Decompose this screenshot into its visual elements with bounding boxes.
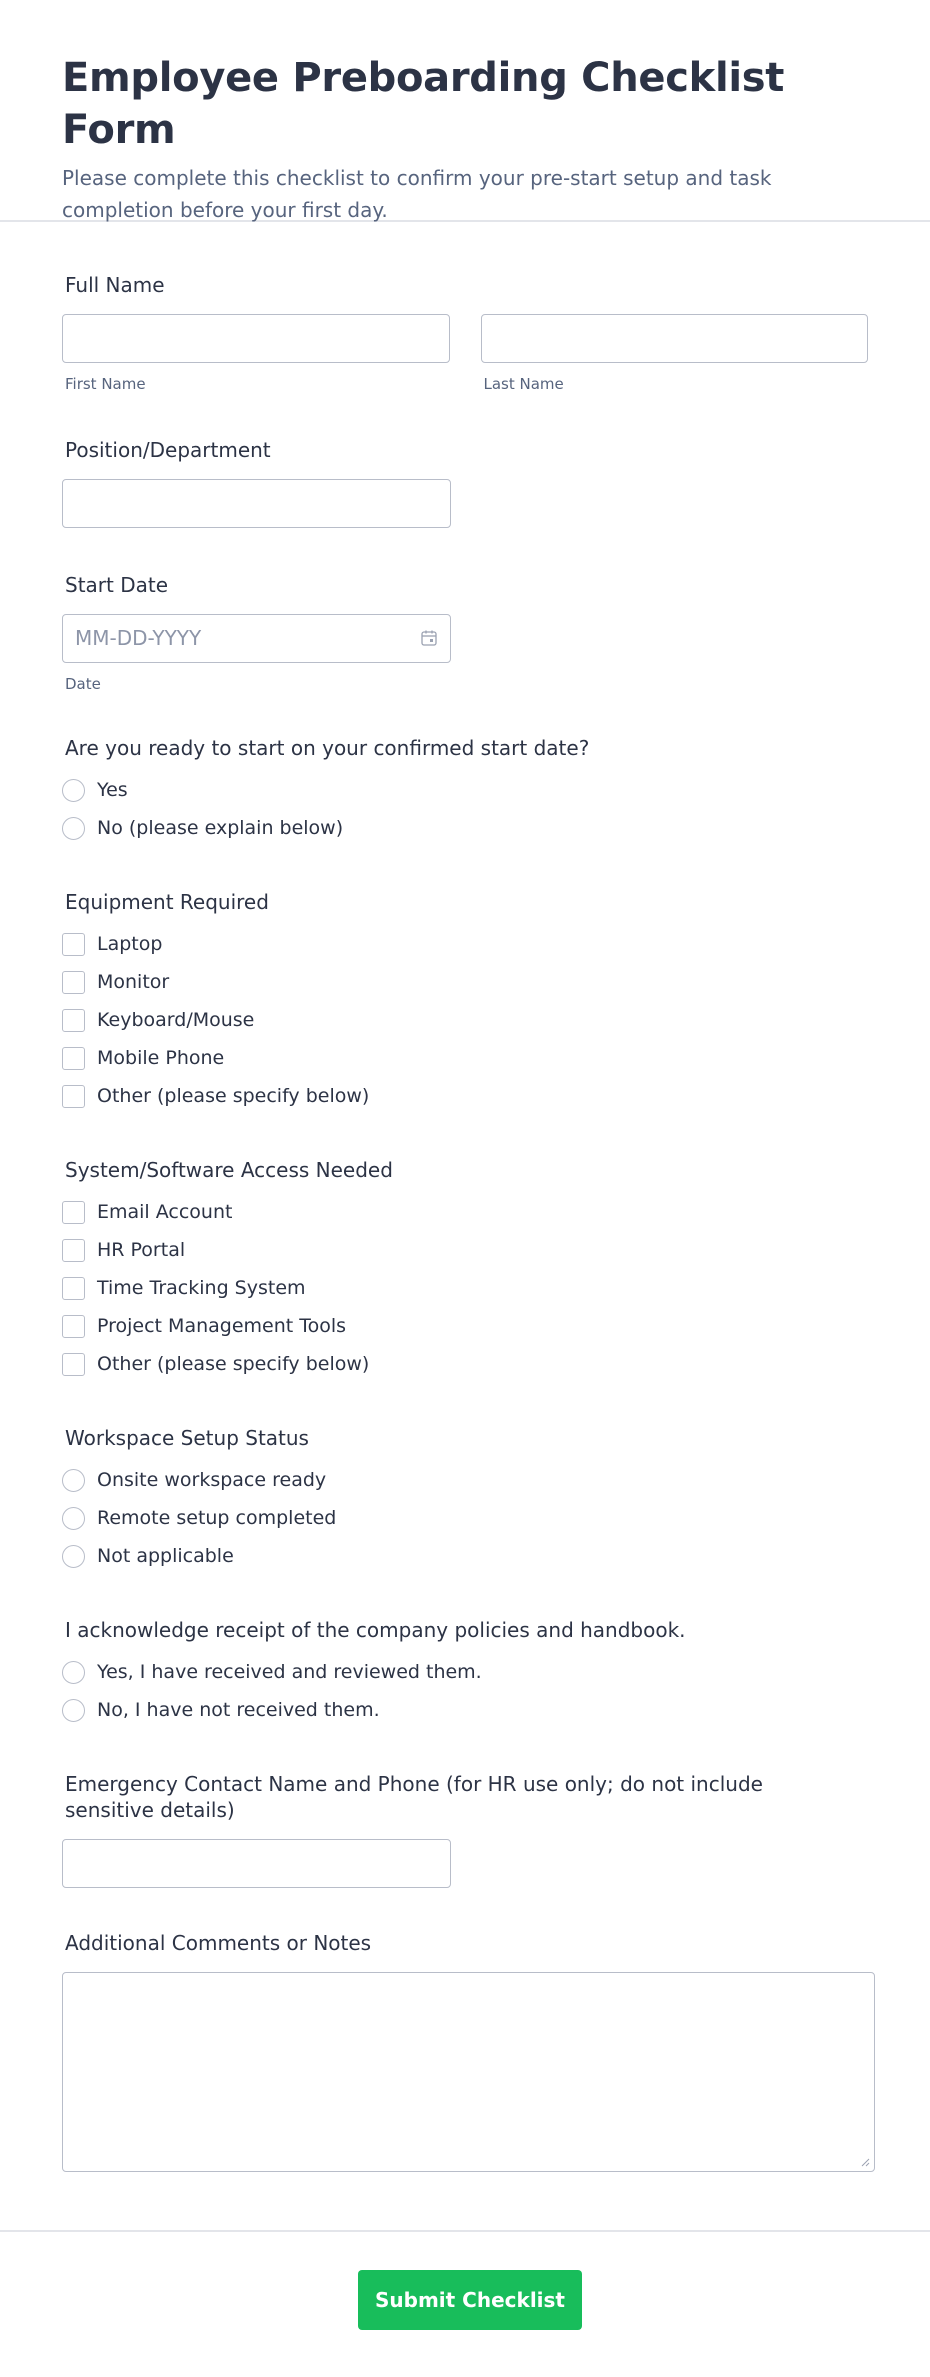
option-label: Other (please specify below) — [97, 1085, 370, 1107]
start-date-placeholder: MM-DD-YYYY — [75, 626, 202, 650]
workspace-option-onsite[interactable] — [62, 1461, 868, 1499]
workspace-option-remote[interactable] — [62, 1499, 868, 1537]
radio-button[interactable] — [62, 1661, 85, 1684]
software-option-pm[interactable] — [62, 1307, 868, 1345]
calendar-icon[interactable] — [420, 629, 438, 647]
form-footer — [0, 2230, 930, 2377]
option-label: Laptop — [97, 933, 163, 955]
checkbox[interactable] — [62, 933, 85, 956]
policies-option-yes[interactable] — [62, 1653, 868, 1691]
software-label: System/Software Access Needed — [65, 1158, 393, 1182]
equipment-option-keyboard[interactable] — [62, 1001, 868, 1039]
equipment-option-other[interactable] — [62, 1077, 868, 1115]
checkbox[interactable] — [62, 1201, 85, 1224]
checkbox[interactable] — [62, 971, 85, 994]
full-name-field — [62, 272, 868, 393]
radio-button[interactable] — [62, 1699, 85, 1722]
workspace-field — [62, 1425, 868, 1575]
radio-button[interactable] — [62, 779, 85, 802]
start-date-label: Start Date — [65, 573, 169, 597]
equipment-option-monitor[interactable] — [62, 963, 868, 1001]
checkbox[interactable] — [62, 1047, 85, 1070]
option-label: Other (please specify below) — [97, 1353, 370, 1375]
option-label: Remote setup completed — [97, 1507, 337, 1529]
checkbox[interactable] — [62, 1277, 85, 1300]
option-label: Time Tracking System — [97, 1277, 306, 1299]
checkbox[interactable] — [62, 1085, 85, 1108]
position-field — [62, 437, 868, 528]
option-label: Onsite workspace ready — [97, 1469, 327, 1491]
position-input[interactable] — [62, 479, 451, 528]
workspace-option-na[interactable] — [62, 1537, 868, 1575]
checkbox[interactable] — [62, 1315, 85, 1338]
page-title: Employee Preboarding Checklist Form — [62, 55, 785, 153]
equipment-field — [62, 889, 868, 1115]
first-name-input[interactable] — [62, 314, 450, 363]
option-label: Yes, I have received and reviewed them. — [97, 1661, 482, 1683]
radio-button[interactable] — [62, 1469, 85, 1492]
workspace-label: Workspace Setup Status — [65, 1426, 309, 1450]
radio-button[interactable] — [62, 1507, 85, 1530]
option-label: No (please explain below) — [97, 817, 344, 839]
position-label: Position/Department — [65, 438, 271, 462]
software-option-other[interactable] — [62, 1345, 868, 1383]
software-option-time[interactable] — [62, 1269, 868, 1307]
resize-grip-icon[interactable] — [860, 2157, 870, 2167]
full-name-label: Full Name — [65, 273, 165, 297]
emergency-field — [62, 1771, 868, 1888]
option-label: Not applicable — [97, 1545, 234, 1567]
software-option-hr[interactable] — [62, 1231, 868, 1269]
equipment-option-phone[interactable] — [62, 1039, 868, 1077]
software-option-email[interactable] — [62, 1193, 868, 1231]
radio-button[interactable] — [62, 1545, 85, 1568]
ready-label: Are you ready to start on your confirmed start date? — [65, 736, 590, 760]
comments-label: Additional Comments or Notes — [65, 1931, 372, 1955]
option-label: Mobile Phone — [97, 1047, 225, 1069]
ready-option-yes[interactable] — [62, 771, 868, 809]
emergency-label: Emergency Contact Name and Phone (for HR use only; do not include sensitive details) — [65, 1772, 763, 1822]
last-name-sublabel: Last Name — [483, 375, 564, 393]
ready-field — [62, 735, 868, 847]
option-label: Project Management Tools — [97, 1315, 347, 1337]
checkbox[interactable] — [62, 1239, 85, 1262]
form-header — [0, 0, 930, 222]
equipment-option-laptop[interactable] — [62, 925, 868, 963]
ready-option-no[interactable] — [62, 809, 868, 847]
option-label: No, I have not received them. — [97, 1699, 380, 1721]
option-label: Yes — [97, 779, 128, 801]
emergency-input[interactable] — [62, 1839, 451, 1888]
checkbox[interactable] — [62, 1353, 85, 1376]
start-date-field — [62, 572, 868, 693]
policies-field — [62, 1617, 868, 1729]
option-label: Keyboard/Mouse — [97, 1009, 255, 1031]
comments-field — [62, 1930, 868, 2172]
comments-textarea[interactable] — [62, 1972, 875, 2172]
policies-option-no[interactable] — [62, 1691, 868, 1729]
form-body — [0, 272, 930, 2172]
submit-button[interactable]: Submit Checklist — [358, 2270, 582, 2330]
start-date-sublabel: Date — [65, 675, 101, 693]
option-label: Email Account — [97, 1201, 233, 1223]
policies-label: I acknowledge receipt of the company policies and handbook. — [65, 1618, 686, 1642]
equipment-label: Equipment Required — [65, 890, 269, 914]
radio-button[interactable] — [62, 817, 85, 840]
software-field — [62, 1157, 868, 1383]
checkbox[interactable] — [62, 1009, 85, 1032]
first-name-sublabel: First Name — [65, 375, 146, 393]
option-label: Monitor — [97, 971, 170, 993]
last-name-input[interactable] — [481, 314, 869, 363]
page-subtitle: Please complete this checklist to confirm your pre-start setup and task completion before your first day. — [62, 166, 772, 222]
option-label: HR Portal — [97, 1239, 186, 1261]
